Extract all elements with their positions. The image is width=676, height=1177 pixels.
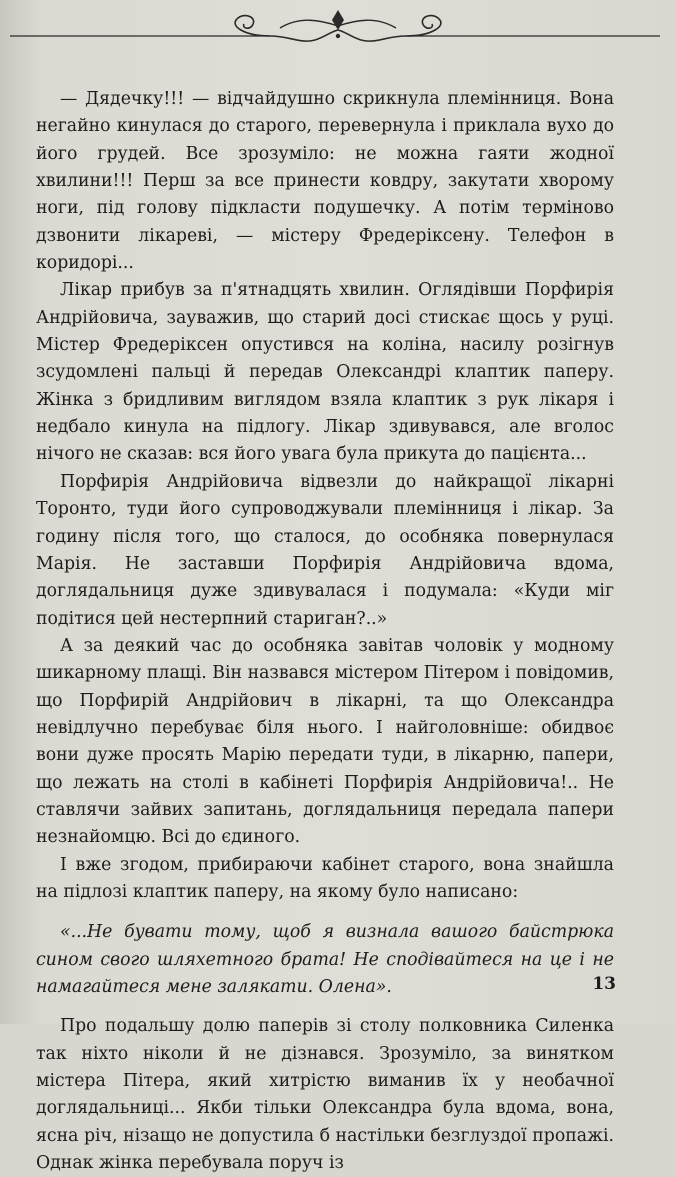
paragraph: — Дядечку!!! — відчайдушно скрикнула племінниця. Вона негайно кинулася до старого, перевернула і приклала вухо до його грудей. Все зрозуміло: не можна гаяти жодної хвилини!!! Перш за все принести ковдру, закутати хворому ноги, під голову підкласти подушечку. А потім терміново дзвонити лікареві, — містеру Фредеріксену. Телефон в коридорі... [36,89,614,274]
paragraph: Порфирія Андрійовича відвезли до найкращої лікарні Торонто, туди його супроводжували племінниця і лікар. За годину після того, що сталося, до особняка повернулася Марія. Не заставши Порфирія Андрійовича вдома, доглядальниця дуже здивувалася і подумала: «Куди міг подітися цей нестерпний стариган?..» [36,471,614,629]
paragraph: Про подальшу долю паперів зі столу полковника Силенка так ніхто ніколи й не дізнався. Зрозуміло, за винятком містера Пітера, який хитрістю виманив їх у необачної доглядальниці... Якби тільки Олександра була вдома, вона, ясна річ, нізащо не допустила б настільки безглуздої пропажі. Однак жінка перебувала поруч із [36,1016,614,1174]
page-number: 13 [592,974,616,994]
quoted-note: «...Не бувати тому, щоб я визнала вашого байстрюка сином свого шляхетного брата! Не сподівайтеся на це і не намагайтеся мене залякати. Олена». [36,922,614,997]
header-ornament [0,6,676,50]
paragraph: А за деякий час до особняка завітав чоловік у модному шикарному плащі. Він назвався містером Пітером і повідомив, що Порфирій Андрійович в лікарні, та що Олександра невідлучно перебуває біля нього. І найголовніше: обидвоє вони дуже просять Марію передати туди, в лікарню, папери, що лежать на столі в кабінеті Порфирія Андрійовича!.. Не ставлячи зайвих запитань, доглядальниця передала папери незнайомцю. Всі до єдиного. [36,635,614,848]
paragraph: Лікар прибув за п'ятнадцять хвилин. Оглядівши Порфирія Андрійовича, зауважив, що старий досі стискає щось у руці. Містер Фредеріксен опустився на коліна, насилу розігнув зсудомлені пальці й передав Олександрі клаптик паперу. Жінка з бридливим виглядом взяла клаптик з рук лікаря і недбало кинула на підлогу. Лікар здивувався, але вголос нічого не сказав: вся його увага була прикута до пацієнта... [36,280,614,465]
page-body [36,86,614,1177]
paragraph: І вже згодом, прибираючи кабінет старого, вона знайшла на підлозі клаптик паперу, на якому було написано: [36,854,614,902]
